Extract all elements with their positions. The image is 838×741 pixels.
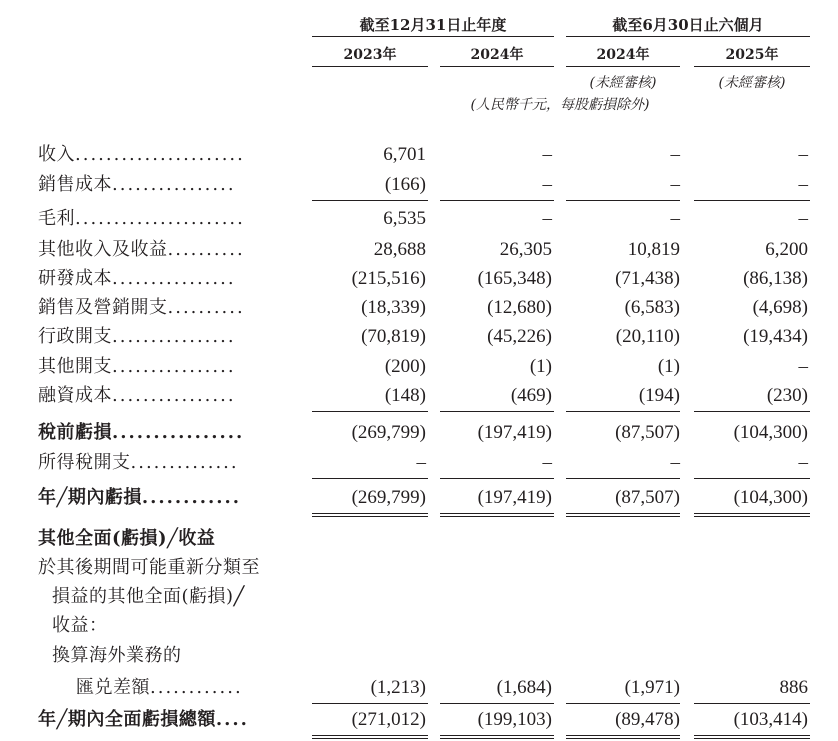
total-rule [440, 478, 554, 479]
table-cell: (87,507) [615, 422, 680, 443]
leader-dots: ...................... [75, 144, 245, 165]
table-cell: (12,680) [487, 297, 552, 318]
table-cell: 26,305 [499, 239, 552, 260]
row-label-text: 其他收入及收益 [38, 239, 168, 260]
unit-note: (人民幣千元，每股虧損除外) [470, 97, 650, 113]
double-total-rule [566, 516, 680, 517]
oci-line-3: 收益： [52, 615, 108, 636]
table-cell: – [416, 452, 426, 473]
leader-dots: ............ [150, 677, 243, 698]
double-total-rule [694, 738, 810, 739]
total-rule [694, 735, 810, 736]
table-row [0, 418, 838, 447]
total-rule [566, 478, 680, 479]
table-cell: (200) [384, 356, 426, 377]
table-row [0, 293, 838, 322]
double-total-rule [312, 738, 428, 739]
table-cell: – [670, 452, 680, 473]
total-rule [312, 513, 428, 514]
table-cell: (1,213) [370, 677, 426, 698]
total-rule [694, 703, 810, 704]
year-underline-2 [440, 66, 554, 67]
row-label [76, 673, 243, 702]
row-label-text: 年╱期內全面虧損總額 [38, 709, 216, 730]
oci-line-4: 換算海外業務的 [52, 645, 182, 666]
header-group2-underline [566, 36, 810, 37]
row-label [38, 418, 244, 447]
leader-dots: ................ [112, 422, 245, 443]
table-cell: (86,138) [743, 268, 808, 289]
table-cell: (104,300) [733, 422, 808, 443]
table-row [0, 235, 838, 264]
row-label [38, 381, 236, 410]
table-cell: – [670, 208, 680, 229]
table-cell: (45,226) [487, 326, 552, 347]
table-cell: (6,583) [624, 297, 680, 318]
double-total-rule [440, 738, 554, 739]
row-label-text: 其他開支 [38, 356, 112, 377]
total-rule [440, 200, 554, 201]
table-cell: – [542, 208, 552, 229]
year-underline-4 [694, 66, 810, 67]
table-row [0, 381, 838, 410]
table-cell: (230) [766, 385, 808, 406]
leader-dots: .... [215, 709, 249, 730]
total-rule [440, 703, 554, 704]
total-rule [312, 478, 428, 479]
table-cell: (1,971) [624, 677, 680, 698]
row-label [38, 204, 245, 233]
table-cell: – [670, 174, 680, 195]
row-label-text: 年╱期內虧損 [38, 487, 142, 508]
table-cell: (194) [638, 385, 680, 406]
leader-dots: .......... [167, 297, 245, 318]
table-row [0, 140, 838, 169]
total-rule [440, 513, 554, 514]
total-rule [312, 200, 428, 201]
row-label-text: 稅前虧損 [38, 422, 112, 443]
row-label [38, 705, 249, 734]
table-cell: (469) [510, 385, 552, 406]
table-cell: (215,516) [351, 268, 426, 289]
table-cell: – [542, 452, 552, 473]
header-group-year-ended: 截至12月31日止年度 [359, 16, 507, 34]
table-cell: – [670, 144, 680, 165]
year-underline-1 [312, 66, 428, 67]
table-cell: – [542, 144, 552, 165]
table-cell: (19,434) [743, 326, 808, 347]
row-label [38, 448, 239, 477]
total-rule [566, 735, 680, 736]
table-row [0, 170, 838, 199]
oci-title: 其他全面(虧損)╱收益 [38, 528, 216, 549]
row-label-text: 行政開支 [38, 326, 112, 347]
table-row [0, 448, 838, 477]
table-cell: (89,478) [615, 709, 680, 730]
table-row [0, 264, 838, 293]
table-cell: 10,819 [627, 239, 680, 260]
table-cell: (269,799) [351, 422, 426, 443]
double-total-rule [566, 738, 680, 739]
year-2024-h1-header: 2024年 [596, 47, 650, 63]
table-cell: (148) [384, 385, 426, 406]
total-rule [694, 513, 810, 514]
row-label [38, 352, 236, 381]
table-row [0, 204, 838, 233]
leader-dots: ................ [112, 268, 236, 289]
table-row [0, 705, 838, 734]
total-rule [440, 411, 554, 412]
row-label-text: 收入 [38, 144, 75, 165]
table-cell: – [798, 208, 808, 229]
double-total-rule [312, 516, 428, 517]
unaudited-note-2024: (未經審核) [589, 75, 657, 91]
year-underline-3 [566, 66, 680, 67]
row-label-text: 研發成本 [38, 268, 112, 289]
table-cell: 6,701 [383, 144, 426, 165]
table-cell: (103,414) [733, 709, 808, 730]
leader-dots: ................ [112, 326, 236, 347]
header-group1-underline [312, 36, 554, 37]
table-cell: – [798, 174, 808, 195]
year-2023-header: 2023年 [343, 47, 397, 63]
total-rule [566, 200, 680, 201]
total-rule [566, 513, 680, 514]
row-label-text: 所得稅開支 [38, 452, 131, 473]
leader-dots: ................ [112, 385, 236, 406]
table-row [0, 673, 838, 702]
table-cell: – [798, 144, 808, 165]
leader-dots: .......... [167, 239, 245, 260]
oci-line-2: 損益的其他全面(虧損)╱ [52, 586, 245, 607]
table-cell: 6,200 [765, 239, 808, 260]
table-cell: (18,339) [361, 297, 426, 318]
table-cell: (20,110) [615, 326, 680, 347]
row-label-text: 銷售成本 [38, 174, 112, 195]
table-cell: (271,012) [351, 709, 426, 730]
row-label-text: 匯兑差額 [76, 677, 150, 698]
table-cell: (1) [657, 356, 680, 377]
leader-dots: ................ [112, 356, 236, 377]
table-row [0, 352, 838, 381]
table-cell: (165,348) [477, 268, 552, 289]
row-label [38, 235, 245, 264]
year-2025-h1-header: 2025年 [725, 47, 779, 63]
table-cell: (199,103) [477, 709, 552, 730]
table-cell: 28,688 [373, 239, 426, 260]
leader-dots: ...................... [75, 208, 245, 229]
table-cell: (70,819) [361, 326, 426, 347]
table-cell: – [798, 452, 808, 473]
table-cell: (104,300) [733, 487, 808, 508]
row-label-text: 銷售及營銷開支 [38, 297, 168, 318]
table-cell: 6,535 [383, 208, 426, 229]
table-row [0, 322, 838, 351]
table-cell: – [542, 174, 552, 195]
header-group-six-months: 截至6月30日止六個月 [612, 16, 764, 34]
total-rule [694, 200, 810, 201]
table-cell: (197,419) [477, 422, 552, 443]
row-label-text: 融資成本 [38, 385, 112, 406]
table-cell: (87,507) [615, 487, 680, 508]
table-cell: (4,698) [752, 297, 808, 318]
double-total-rule [440, 516, 554, 517]
total-rule [566, 703, 680, 704]
leader-dots: ............ [141, 487, 242, 508]
oci-line-1: 於其後期間可能重新分類至 [38, 557, 260, 578]
row-label-text: 毛利 [38, 208, 75, 229]
total-rule [694, 411, 810, 412]
table-row [0, 483, 838, 512]
row-label [38, 170, 236, 199]
unaudited-note-2025: (未經審核) [718, 75, 786, 91]
leader-dots: .............. [130, 452, 239, 473]
table-cell: (269,799) [351, 487, 426, 508]
total-rule [440, 735, 554, 736]
table-cell: (1,684) [496, 677, 552, 698]
table-cell: (71,438) [615, 268, 680, 289]
table-cell: (1) [529, 356, 552, 377]
row-label [38, 293, 245, 322]
row-label [38, 322, 236, 351]
total-rule [566, 411, 680, 412]
leader-dots: ................ [112, 174, 236, 195]
table-cell: (166) [384, 174, 426, 195]
table-cell: 886 [779, 677, 808, 698]
double-total-rule [694, 516, 810, 517]
year-2024-fy-header: 2024年 [470, 47, 524, 63]
total-rule [312, 411, 428, 412]
total-rule [694, 478, 810, 479]
row-label [38, 483, 241, 512]
total-rule [312, 735, 428, 736]
table-cell: (197,419) [477, 487, 552, 508]
table-cell: – [798, 356, 808, 377]
row-label [38, 140, 245, 169]
row-label [38, 264, 236, 293]
total-rule [312, 703, 428, 704]
